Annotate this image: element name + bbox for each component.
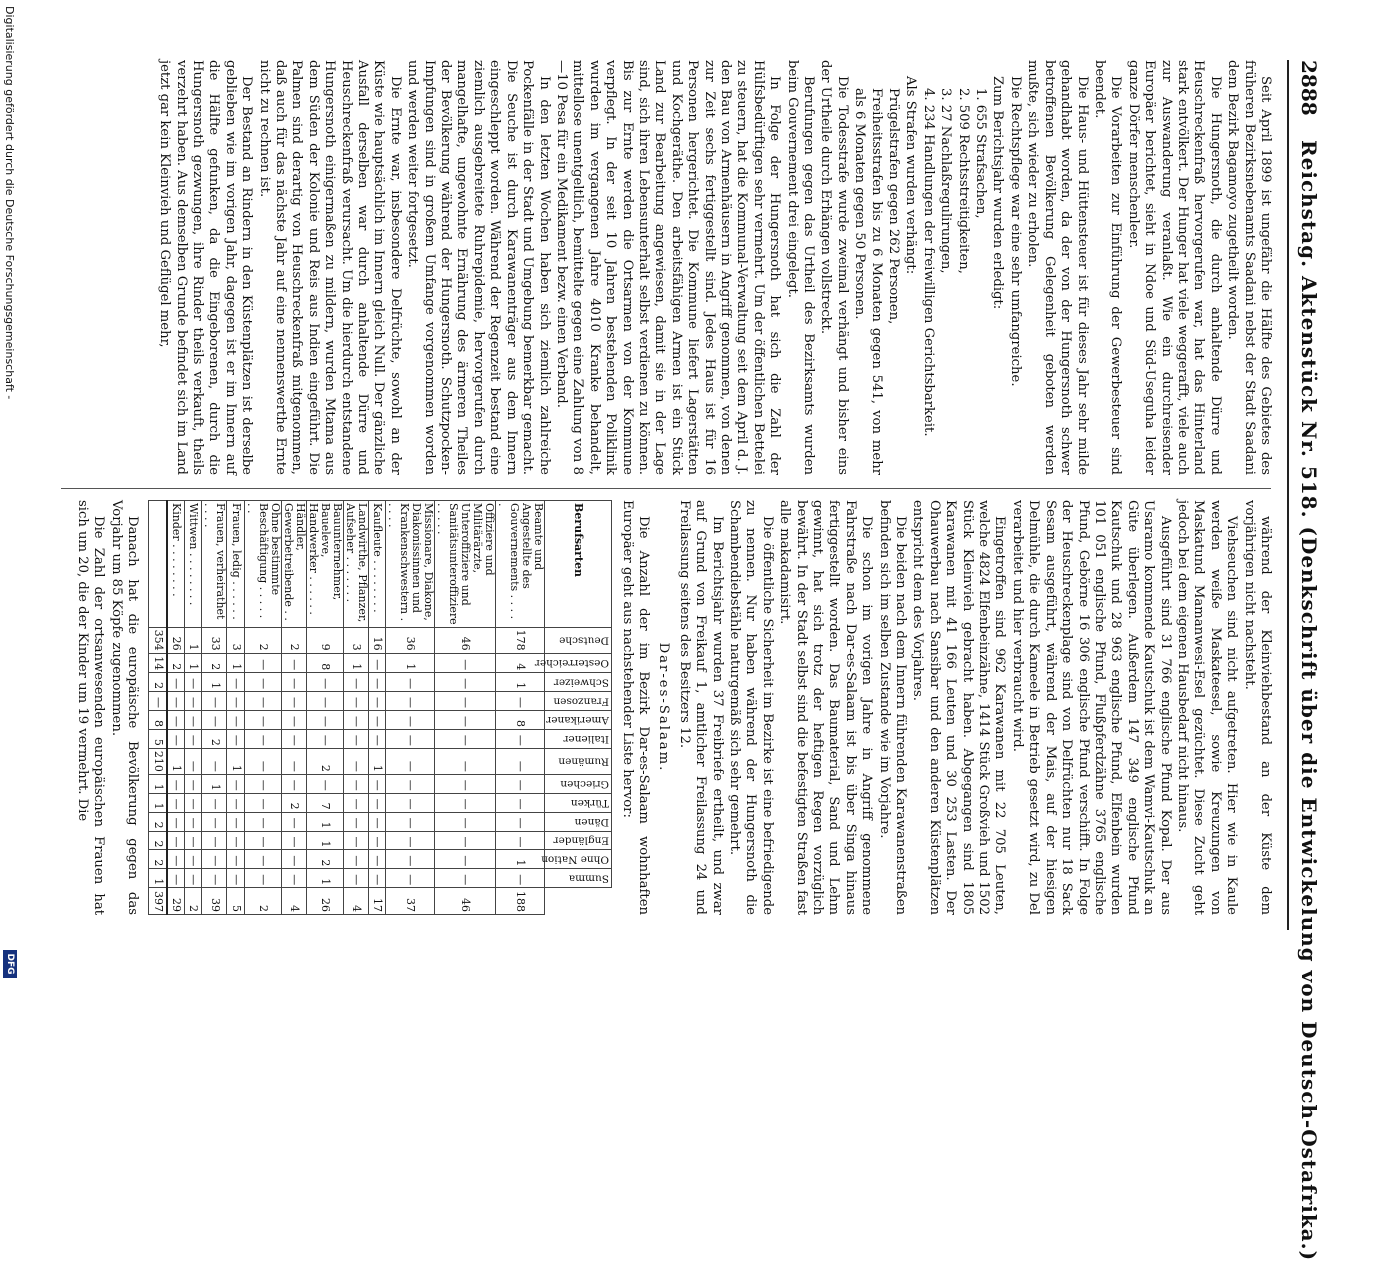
right-column-bottom-text <box>74 500 141 915</box>
table-cell: — <box>227 774 244 793</box>
total-cell: 2 <box>149 673 167 692</box>
table-cell: — <box>167 711 185 730</box>
digitization-credit <box>0 0 18 1000</box>
table-cell: — <box>435 793 496 812</box>
table-cell: — <box>386 831 435 850</box>
table-cell: — <box>281 711 306 730</box>
table-cell: — <box>281 869 306 888</box>
table-cell: — <box>306 673 343 692</box>
table-cell: — <box>184 869 201 888</box>
table-cell: — <box>227 831 244 850</box>
table-cell: 26 <box>167 627 185 653</box>
table-cell: — <box>281 812 306 831</box>
table-cell: — <box>368 729 385 748</box>
table-cell: 2 <box>281 627 306 653</box>
table-cell: — <box>184 831 201 850</box>
table-cell: — <box>496 793 545 812</box>
row-label: Landwirthe, Pflanzer, Aufseher . . . . . . . <box>343 501 368 628</box>
table-cell: — <box>368 774 385 793</box>
paragraph: Die Ernte war, insbesondere Delfrüchte, sowohl an der Küste wie hauptsächlich im Innern gleich Null. Der gänzliche Ausfall derselben war durch anhaltende Dürre und Heuschreckenfraß verursacht. Um die hierdurch entstandene Hungersnoth einigermaßen zu mildern, wurden Mtama aus dem Süden der Kolonie und Reis aus Indien eingeführt. Die Palmen sind derartig von Heuschreckenfraß mitgenommen, daß auch für das nächste Jahr auf eine nennenswerthe Ernte nicht zu rechnen ist. <box>256 60 403 475</box>
table-cell: 1 <box>202 774 227 793</box>
table-cell: 2 <box>202 729 227 748</box>
table-cell: — <box>244 711 281 730</box>
table-cell: — <box>386 673 435 692</box>
paragraph: Als Strafen wurden verhängt: <box>903 76 919 275</box>
table-cell: — <box>281 729 306 748</box>
table-cell: 1 <box>167 748 185 774</box>
paragraph: 2. 509 Rechtsstreitigkeiten, <box>955 88 971 274</box>
total-cell: 2 <box>149 812 167 831</box>
column-divider <box>61 488 1271 489</box>
table-cell: 7 <box>306 793 343 812</box>
table-cell: — <box>184 748 201 774</box>
table-cell: 1 <box>368 748 385 774</box>
table-cell: — <box>184 692 201 711</box>
row-label: Beamte und Angestellte des Gouvernements . . . . . <box>496 501 545 628</box>
table-cell: — <box>227 692 244 711</box>
table-cell: — <box>167 692 185 711</box>
table-cell: 1 <box>202 673 227 692</box>
table-cell: — <box>386 692 435 711</box>
table-row <box>343 501 368 915</box>
total-cell: 210 <box>149 748 167 774</box>
table-cell: — <box>244 793 281 812</box>
table-column-header: Franzosen <box>545 692 612 711</box>
table-cell: — <box>184 711 201 730</box>
row-label: Missionare, Diakone, Diakonissinnen und Krankenschwestern . . . . . <box>386 501 435 628</box>
table-cell: 3 <box>343 627 368 653</box>
table-cell: 1 <box>184 627 201 653</box>
table-cell: — <box>167 812 185 831</box>
table-cell: — <box>496 748 545 774</box>
table-column-header: Oesterreicher <box>545 653 612 673</box>
table-row <box>386 501 435 915</box>
table-cell: — <box>227 793 244 812</box>
paragraph: Die öffentliche Sicherheit im Bezirke ist eine befriedigende zu nennen. Nur haben während der Hungersnoth die Schambendiebstähle naturgemäß sich sehr gemehrt. <box>727 500 775 915</box>
right-text-column <box>73 500 1274 915</box>
table-column-header: Türken <box>545 793 612 812</box>
table-cell: — <box>496 831 545 850</box>
table-row <box>435 501 496 915</box>
table-cell: — <box>227 673 244 692</box>
table-column-header: Ohne Nation <box>545 850 612 869</box>
paragraph: In den letzten Wochen haben sich ziemlich zahlreiche Pockenfälle in der Stadt und Umgebung bemerkbar gemacht. Die Seuche ist durch Karawanenträger aus dem Innern eingeschleppt worden. Während der Regenzeit bestand eine ziemlich ausgebreitete Ruhrepidemie, hervorgerufen durch mangelhafte, ungewohnte Ernährung des ärmeren Theiles der Bevölkerung während der Hungersnoth. Schutzpocken-Impfungen sind in großem Umfange vorgenommen worden und werden weiter fortgesetzt. <box>405 60 552 475</box>
table-cell: — <box>202 812 227 831</box>
total-cell: 5 <box>149 729 167 748</box>
table-cell: — <box>202 711 227 730</box>
population-table <box>148 500 612 915</box>
table-cell: — <box>343 812 368 831</box>
table-cell: 8 <box>496 711 545 730</box>
table-cell: 5 <box>227 888 244 915</box>
row-label: Kaufleute . . . . . . . . <box>368 501 385 628</box>
table-cell: — <box>184 774 201 793</box>
table-cell: — <box>227 850 244 869</box>
table-cell: 1 <box>306 831 343 850</box>
table-column-header: Schweizer <box>545 673 612 692</box>
table-cell: — <box>167 869 185 888</box>
table-row <box>281 501 306 915</box>
total-cell: — <box>149 692 167 711</box>
table-cell: — <box>202 869 227 888</box>
table-header-row <box>545 501 612 915</box>
table-cell: — <box>343 831 368 850</box>
table-cell: — <box>244 812 281 831</box>
table-cell: — <box>227 869 244 888</box>
table-cell: — <box>435 729 496 748</box>
total-cell: 14 <box>149 653 167 673</box>
table-cell: — <box>184 850 201 869</box>
table-cell: — <box>368 831 385 850</box>
table-cell: — <box>202 831 227 850</box>
table-cell: — <box>368 812 385 831</box>
row-label: Ohne bestimmte Beschäftigung . . . . . . . <box>244 501 281 628</box>
paragraph: Die Haus- und Hüttensteuer ist für dieses Jahr sehr milde gehandhabt worden, da der von der Hungersnoth schwer betroffenen Bevölkerung Gelegenheit geboten werden mußte, sich wieder zu erholen. <box>1025 60 1090 475</box>
total-cell: 354 <box>149 627 167 653</box>
table-cell: — <box>227 729 244 748</box>
table-cell: — <box>368 673 385 692</box>
table-cell: — <box>386 850 435 869</box>
total-label-cell <box>149 501 167 628</box>
table-cell: — <box>496 692 545 711</box>
row-label: Offiziere und Militärärzte, Unteroffiziere und Sanitätsunteroffiziere . . . . . <box>435 501 496 628</box>
table-cell: — <box>368 653 385 673</box>
table-cell: — <box>435 869 496 888</box>
row-label: Kinder . . . . . . . . <box>167 501 185 628</box>
table-column-header: Deutsche <box>545 627 612 653</box>
table-cell: 2 <box>184 888 201 915</box>
table-row <box>306 501 343 915</box>
paragraph: Prügelstrafen gegen 262 Personen, <box>886 88 902 325</box>
table-cell: — <box>435 692 496 711</box>
table-cell: — <box>306 774 343 793</box>
table-cell: 26 <box>306 888 343 915</box>
paragraph: Die beiden nach dem Innern führenden Karawanenstraßen befinden sich im selben Zustande wie im Vorjahre. <box>876 500 909 915</box>
table-cell: 1 <box>306 869 343 888</box>
table-cell: — <box>167 673 185 692</box>
table-cell: — <box>386 869 435 888</box>
table-cell: — <box>167 793 185 812</box>
table-column-header: Italiener <box>545 729 612 748</box>
table-row <box>244 501 281 915</box>
paragraph: Eingetroffen sind 962 Karawanen mit 22 705 Leuten, welche 4824 Elfenbeinzähne, 1414 Stück Großvieh und 1502 Stück Kleinvieh gebracht haben. Abgegangen sind 1805 Karawanen mit 41 166 Leuten und 30 253 Lasten. Der Ohauwerbau nach Sansibar und den anderen Küstenplätzen entspricht dem des Vorjahres. <box>910 500 1008 915</box>
table-cell: — <box>343 869 368 888</box>
table-cell: — <box>184 812 201 831</box>
row-label: Frauen, verheirathet . . . . <box>202 501 227 628</box>
row-label: Wittwen . . . . . . . . <box>184 501 201 628</box>
table-cell: — <box>435 774 496 793</box>
table-cell: 37 <box>386 888 435 915</box>
table-cell: — <box>281 692 306 711</box>
table-cell: 39 <box>202 888 227 915</box>
total-cell: 1 <box>149 774 167 793</box>
table-cell: 178 <box>496 627 545 653</box>
table-cell: — <box>435 831 496 850</box>
paragraph: 4. 234 Handlungen der freiwilligen Gerichtsbarkeit. <box>920 88 936 437</box>
table-cell: — <box>343 711 368 730</box>
table-cell: 17 <box>368 888 385 915</box>
table-cell: — <box>343 692 368 711</box>
paragraph: Die Hungersnoth, die durch anhaltende Dürre und Heuschreckenfraß hervorgerufen war, hat das Hinterland stark entvölkert. Der Hunger hat viele weggerafft, viele auch zur Auswanderung veranlaßt. Wie ein durchreisender Europäer berichtet, sieht in Ndoe und Süd-Useguha leider ganze Dörfer menschenleer. <box>1125 60 1223 475</box>
paragraph: 1. 655 Strafsachen, <box>973 88 989 219</box>
table-cell: — <box>368 692 385 711</box>
table-cell: — <box>386 748 435 774</box>
table-column-header: Engländer <box>545 831 612 850</box>
paragraph: Viehseuchen sind nicht aufgetreten. Hier wie in Kaule werden weiße Maskateesel, sowie Kreuzungen von Maskatund Mamanwesi-Esel gezüchtet. Diese Zucht geht jedoch bei dem eigenen Hausbedarf nicht hinaus. <box>1174 500 1240 915</box>
table-cell: — <box>227 812 244 831</box>
table-cell: 1 <box>386 653 435 673</box>
table-cell: — <box>244 869 281 888</box>
table-column-header: Berufsarten <box>545 501 612 628</box>
table-row <box>368 501 385 915</box>
table-row <box>202 501 227 915</box>
table-cell: — <box>244 729 281 748</box>
total-cell: 397 <box>149 888 167 915</box>
table-cell: — <box>343 774 368 793</box>
table-cell: — <box>244 850 281 869</box>
table-cell: — <box>167 831 185 850</box>
table-cell: — <box>343 793 368 812</box>
table-cell: — <box>435 673 496 692</box>
table-cell: 46 <box>435 888 496 915</box>
table-cell: — <box>244 692 281 711</box>
paragraph: Die Zahl der ortsanwesenden europäischen Frauen hat sich um 20, die der Kinder um 19 vermehrt. Die <box>74 500 107 915</box>
table-row <box>496 501 545 915</box>
paragraph: Zum Berichtsjahr wurden erledigt: <box>990 76 1006 310</box>
table-cell: 4 <box>281 888 306 915</box>
table-cell: — <box>435 812 496 831</box>
page-body <box>43 60 1363 1261</box>
right-column-top-text <box>618 500 1273 915</box>
paragraph: In Folge der Hungersnoth hat sich die Zahl der Hülfsbedürftigen sehr vermehrt. Um der öffentlichen Bettelei zu steuern, hat die Kommunal-Verwaltung seit dem April d. J. den Bau von Armenhäusern in Angriff genommen, von denen zur Zeit sechs fertiggestellt sind. Jedes Haus ist für 16 Personen hergerichtet. Die Kommune liefert Lagerstätten und Kochgeräthe. Den arbeitsfähigen Armen ist ein Stück Land zur Bearbeitung angewiesen, damit sie in der Lage sind, sich ihren Lebensunterhalt selbst verdienen zu können. Bis zur Ernte werden die Ortsarmen von der Kommune verpflegt. In der seit 10 Jahren bestehenden Poliklinik wurden im vergangenen Jahre 4010 Kranke behandelt, mittellose unentgeltlich, bemittelte gegen eine Zahlung von 8—10 Pesa für ein Medikament bezw. einen Verband. <box>553 60 783 475</box>
table-cell: 1 <box>227 653 244 673</box>
table-cell: — <box>281 850 306 869</box>
table-cell: — <box>368 793 385 812</box>
page-number: 2888 <box>1297 60 1321 116</box>
table-column-header: Rumänen <box>545 748 612 774</box>
table-column-header: Amerikaner <box>545 711 612 730</box>
page-header <box>1287 60 1327 1261</box>
table-cell: 2 <box>244 888 281 915</box>
table-cell: — <box>343 748 368 774</box>
row-label: Händler, Gewerbetreibende . . <box>281 501 306 628</box>
table-column-header: Summa <box>545 869 612 888</box>
total-cell: 1 <box>149 869 167 888</box>
table-cell: 188 <box>496 888 545 915</box>
table-cell: 4 <box>343 888 368 915</box>
page-title: Reichstag. Aktenstück Nr. 518. (Denkschrift über die Entwickelung von Deutsch-Ostafrika.) <box>1297 140 1321 1261</box>
table-cell: — <box>281 673 306 692</box>
paragraph: Die Vorarbeiten zur Einführung der Gewerbesteuer sind beendet. <box>1091 60 1124 475</box>
paragraph: Die Todesstrafe wurde zweimal verhängt und bisher eins der Urtheile durch Erhängen vollstreckt. <box>818 60 850 475</box>
table-cell: — <box>368 850 385 869</box>
row-label: Frauen, ledig . . . . . . <box>227 501 244 628</box>
table-cell: 16 <box>368 627 385 653</box>
table-cell: 33 <box>202 627 227 653</box>
table-cell: — <box>496 869 545 888</box>
table-cell: — <box>184 793 201 812</box>
table-cell: — <box>244 774 281 793</box>
table-cell: — <box>202 793 227 812</box>
table-row <box>184 501 201 915</box>
table-cell: — <box>167 774 185 793</box>
table-cell: 8 <box>306 653 343 673</box>
table-cell: — <box>496 729 545 748</box>
table-cell: — <box>368 711 385 730</box>
table-cell: — <box>281 748 306 774</box>
paragraph: Die schon im vorigen Jahre in Angriff genommene Fahrstraße nach Dar-es-Salaam ist bis über Singa hinaus fertiggestellt worden. Das Baumaterial, Sand und Lehm gewinnt, hat sich trotz der heftigen Regen vorzüglich bewährt. In der Stadt selbst sind die befestigten Straßen fast alle makadamisirt. <box>777 500 875 915</box>
table-cell: 4 <box>496 653 545 673</box>
table-cell: 1 <box>496 673 545 692</box>
table-cell: 36 <box>386 627 435 653</box>
dfg-logo: DFG <box>3 950 17 978</box>
table-cell: — <box>167 729 185 748</box>
table-cell: — <box>227 711 244 730</box>
total-cell: 1 <box>149 793 167 812</box>
paragraph: Die Anzahl der im Bezirk Dar-es-Salaam wohnhaften Europäer geht aus nachstehender Liste hervor: <box>619 500 651 915</box>
left-text-column <box>155 60 1273 475</box>
table-cell: 2 <box>167 653 185 673</box>
table-cell: — <box>244 673 281 692</box>
table-cell: 1 <box>343 653 368 673</box>
table-cell: 1 <box>306 812 343 831</box>
table-body <box>149 501 545 915</box>
table-cell: — <box>167 850 185 869</box>
paragraph: Ausgeführt sind 31 766 englische Pfund Kopal. Der aus Usaramo kommende Kautschuk ist dem Wamvi-Kautschuk an Güte überlegen. Außerdem 147 349 englische Pfund Kautschuk und 28 963 englische Pfund, Elfenbein wurden 101 051 englische Pfund, Flußpferdzähne 3765 englische Pfund, Gebörne 16 306 englische Pfund verschifft. In Folge der Heuschreckenplage sind von Delfrüchten nur 18 Sack Sesam ausgeführt, während der Mais, auf der hiesigen Delmühle, die durch Kameele in Betrieb gesetzt wird, zu Del verarbeitet und hier verbraucht wird. <box>1009 500 1173 915</box>
table-cell: — <box>244 748 281 774</box>
credit-text: Digitalisierung gefördert durch die Deutsche Forschungsgemeinschaft - <box>3 6 16 400</box>
table-cell: — <box>435 850 496 869</box>
table-cell: — <box>244 653 281 673</box>
paragraph: Die Rechtspflege war eine sehr umfangreiche. <box>1007 76 1023 387</box>
table-cell: — <box>306 692 343 711</box>
table-cell: — <box>386 793 435 812</box>
table-cell: — <box>184 673 201 692</box>
table-cell: — <box>343 729 368 748</box>
paragraph: während der Kleinviehbestand an der Küste dem vorjährigen nicht nachsteht. <box>1241 500 1273 915</box>
table-cell: — <box>244 831 281 850</box>
table-column-header: Dänen <box>545 812 612 831</box>
table-cell: — <box>435 748 496 774</box>
total-cell: 2 <box>149 831 167 850</box>
table-cell: — <box>386 774 435 793</box>
table-cell: — <box>496 812 545 831</box>
paragraph: Im Berichtsjahr wurden 37 Freibriefe ertheilt, und zwar auf Grund von Freikauf 1, amtlicher Freilassung 24 und Freilassung seitens des Besitzers 12. <box>676 500 725 915</box>
row-label: Bauunternehmer, Baueleve, Handwerker . . . . . . <box>306 501 343 628</box>
table-cell: 3 <box>227 627 244 653</box>
table-cell: — <box>496 774 545 793</box>
paragraph: Seit April 1899 ist ungefähr die Hälfte des Gebietes des früheren Bezirksnebenamts Saadani nebst der Stadt Saadani dem Bezirk Bagamoyo zugetheilt worden. <box>1225 60 1273 475</box>
table-cell: — <box>281 774 306 793</box>
table-cell: — <box>435 711 496 730</box>
table-cell: 2 <box>202 653 227 673</box>
table-cell: — <box>202 850 227 869</box>
table-total-row <box>149 501 167 915</box>
table-cell: — <box>386 729 435 748</box>
table-column-header: Griechen <box>545 774 612 793</box>
paragraph: Berufungen gegen das Urtheil des Bezirksamts wurden beim Gouvernement drei eingelegt. <box>784 60 817 475</box>
table-cell: 29 <box>167 888 185 915</box>
table-cell: 46 <box>435 627 496 653</box>
table-cell: — <box>281 831 306 850</box>
paragraph: 3. 27 Nachlaßregulirungen, <box>938 88 954 274</box>
table-cell: — <box>386 812 435 831</box>
table-cell: — <box>435 653 496 673</box>
table-cell: 9 <box>306 627 343 653</box>
table-cell: 2 <box>244 627 281 653</box>
table-cell: 1 <box>496 850 545 869</box>
table-cell: — <box>368 869 385 888</box>
table-cell: — <box>202 748 227 774</box>
table-cell: — <box>343 850 368 869</box>
table-cell: — <box>386 711 435 730</box>
table-cell: 1 <box>227 748 244 774</box>
paragraph: Danach hat die europäische Bevölkerung gegen das Vorjahr um 85 Köpfe zugenommen. <box>108 500 141 915</box>
total-cell: 2 <box>149 850 167 869</box>
table-cell: 1 <box>184 653 201 673</box>
total-cell: 8 <box>149 711 167 730</box>
table-cell: — <box>343 673 368 692</box>
table-row <box>227 501 244 915</box>
table-cell: — <box>306 711 343 730</box>
section-heading: Dar-es-Salaam. <box>656 642 672 773</box>
table-cell: — <box>306 729 343 748</box>
table-row <box>167 501 185 915</box>
table-cell: — <box>202 692 227 711</box>
header-rule <box>1287 60 1289 930</box>
table-cell: 2 <box>281 793 306 812</box>
table-cell: — <box>184 729 201 748</box>
paragraph: Freiheitsstrafen bis zu 6 Monaten gegen 541, von mehr als 6 Monaten gegen 50 Personen. <box>852 88 884 475</box>
table-cell: 2 <box>306 850 343 869</box>
table-cell: 2 <box>306 748 343 774</box>
table-cell: — <box>281 653 306 673</box>
paragraph: Der Bestand an Rindern in den Küstenplätzen ist derselbe geblieben wie im vorigen Jahr, dagegen ist er im Innern auf die Hälfte gefunken, da die Eingeborenen, durch die Hungersnoth gezwungen, ihre Rinder theils verkauft, theils verzehrt haben. Aus demselben Grunde befindet sich im Land jetzt gar kein Kleinvieh und Geflügel mehr, <box>157 60 255 475</box>
